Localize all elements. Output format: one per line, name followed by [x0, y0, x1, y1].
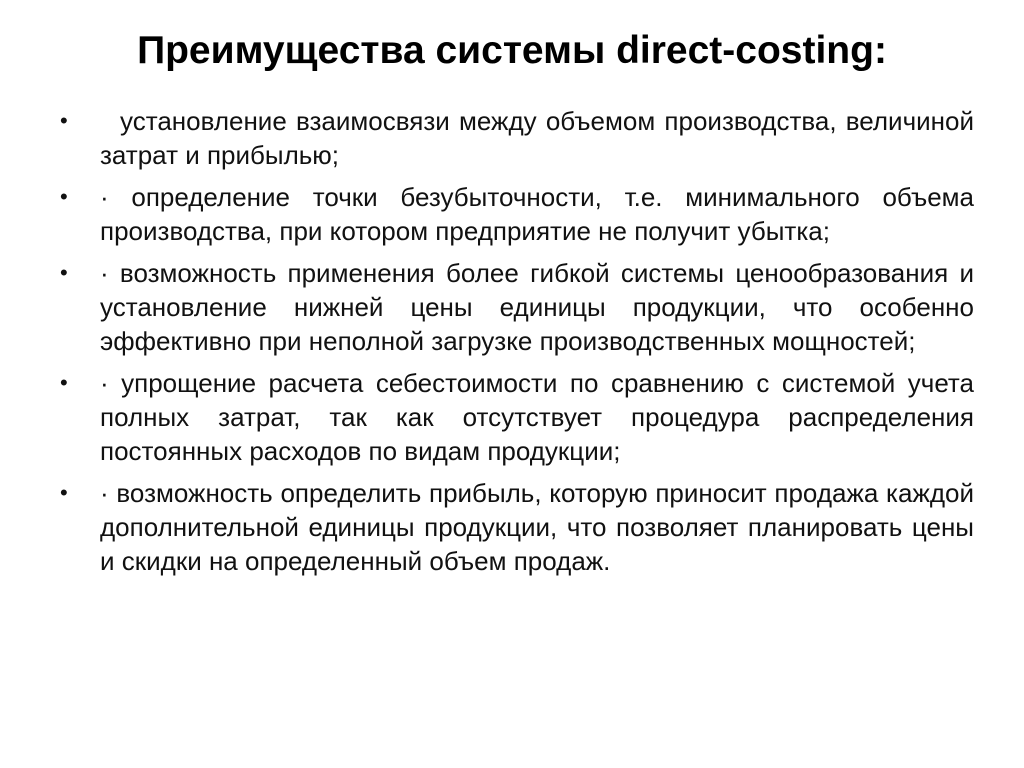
bullet-icon: •: [60, 260, 68, 285]
list-item: [54, 476, 974, 578]
list-item-text: · возможность применения более гибкой системы ценообразования и установление нижней цены единицы продукции, что особенно эффективно при неполной загрузке производственных мощностей;: [100, 258, 974, 356]
list-item: [54, 366, 974, 468]
list-item-text: · определение точки безубыточности, т.е. минимального объема производства, при котором предприятие не получит убытка;: [100, 182, 974, 246]
list-item: [54, 256, 974, 358]
bullet-icon: •: [60, 370, 68, 395]
bullet-icon: •: [60, 480, 68, 505]
slide-title: Преимущества системы direct-costing:: [137, 29, 887, 72]
bullet-icon: •: [60, 184, 68, 209]
bullet-list: [54, 104, 974, 586]
list-item-text: · упрощение расчета себестоимости по сравнению с системой учета полных затрат, так как отсутствует процедура распределения постоянных расходов по видам продукции;: [100, 368, 974, 466]
list-item-text: установление взаимосвязи между объемом производства, величиной затрат и прибылью;: [100, 106, 974, 170]
list-item: [54, 104, 974, 172]
list-item-text: · возможность определить прибыль, которую приносит продажа каждой дополнительной единицы продукции, что позволяет планировать цены и скидки на определенный объем продаж.: [100, 478, 974, 576]
list-item: [54, 180, 974, 248]
bullet-icon: •: [60, 108, 68, 133]
